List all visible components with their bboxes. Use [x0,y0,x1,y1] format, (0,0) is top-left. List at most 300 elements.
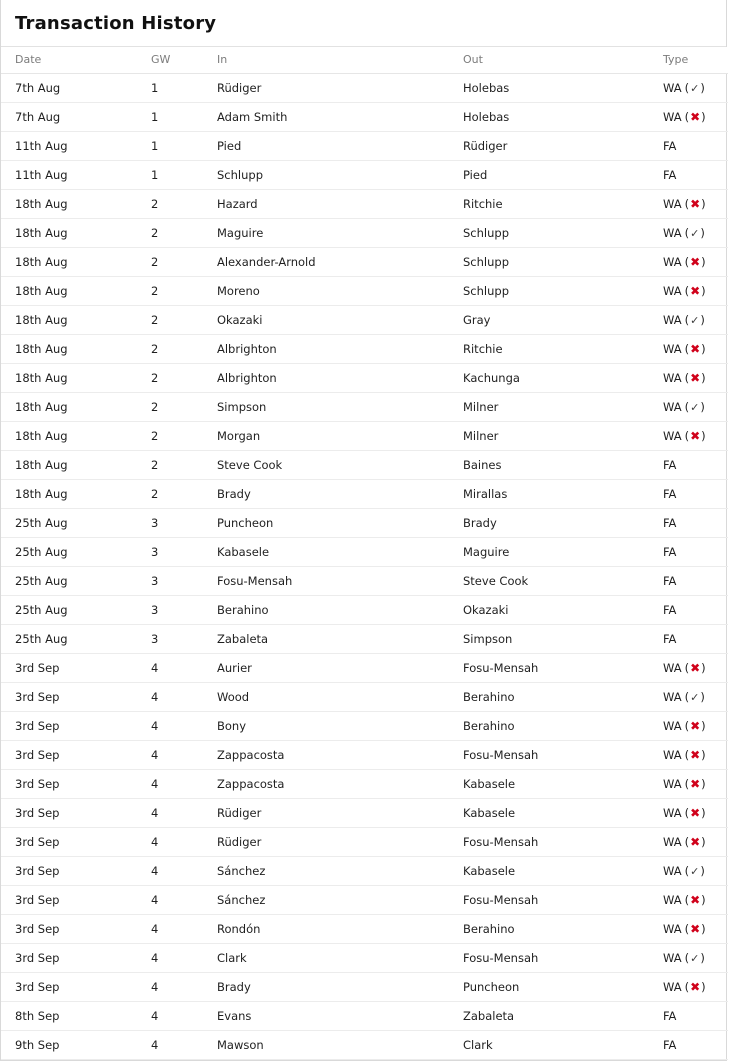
table-header [1,47,728,74]
type-badge [663,487,676,501]
close-paren: ) [700,690,705,704]
type-label: WA [663,893,682,907]
type-badge [663,574,676,588]
tick-glyph: ✓ [690,951,700,965]
table-row [1,103,728,132]
cross-glyph: ✖ [690,893,701,907]
cross-icon [685,922,706,936]
type-badge [663,458,676,472]
cell-type [661,248,728,277]
cell-out: Ritchie [461,335,661,364]
table-row [1,335,728,364]
cross-glyph: ✖ [690,922,701,936]
cell-out: Berahino [461,683,661,712]
type-label: FA [663,545,677,559]
cell-gw: 4 [149,683,215,712]
close-paren: ) [701,922,706,936]
cell-gw: 1 [149,103,215,132]
close-paren: ) [700,226,705,240]
cell-out: Fosu-Mensah [461,944,661,973]
cross-glyph: ✖ [690,835,701,849]
cell-type [661,451,728,480]
checkmark-icon [685,226,705,240]
close-paren: ) [700,81,705,95]
cell-in: Alexander-Arnold [215,248,461,277]
cell-gw: 4 [149,944,215,973]
cell-type [661,567,728,596]
cell-type [661,683,728,712]
cross-glyph: ✖ [690,661,701,675]
type-label: WA [663,777,682,791]
cell-gw: 2 [149,364,215,393]
cell-type [661,741,728,770]
type-label: WA [663,313,682,327]
open-paren: ( [684,748,690,762]
cell-in: Pied [215,132,461,161]
type-badge [663,922,706,936]
cell-type [661,219,728,248]
type-badge [663,139,676,153]
cell-type [661,335,728,364]
cell-date: 11th Aug [1,132,149,161]
cell-date: 7th Aug [1,74,149,103]
cell-in: Puncheon [215,509,461,538]
cell-out: Milner [461,422,661,451]
type-label: FA [663,516,677,530]
cross-glyph: ✖ [690,284,701,298]
cell-date: 8th Sep [1,1002,149,1031]
cell-type [661,857,728,886]
column-header-in[interactable]: In [215,47,461,74]
cell-type [661,480,728,509]
table-row [1,799,728,828]
cell-in: Adam Smith [215,103,461,132]
table-row [1,973,728,1002]
cell-date: 7th Aug [1,103,149,132]
cell-gw: 4 [149,973,215,1002]
close-paren: ) [701,371,706,385]
cell-in: Wood [215,683,461,712]
cell-gw: 4 [149,1031,215,1060]
type-badge [663,110,706,124]
table-row [1,74,728,103]
cell-in: Zappacosta [215,741,461,770]
cell-gw: 2 [149,393,215,422]
cell-in: Rondón [215,915,461,944]
table-row [1,857,728,886]
cell-out: Fosu-Mensah [461,886,661,915]
type-label: WA [663,429,682,443]
type-badge [663,661,706,675]
type-badge [663,719,706,733]
type-badge [663,400,705,414]
type-badge [663,1038,676,1052]
cell-out: Puncheon [461,973,661,1002]
type-label: WA [663,980,682,994]
table-row [1,161,728,190]
type-badge [663,603,676,617]
cell-type [661,1031,728,1060]
type-badge [663,284,706,298]
cell-out: Kachunga [461,364,661,393]
type-badge [663,255,706,269]
table-row [1,625,728,654]
cell-out: Schlupp [461,248,661,277]
open-paren: ( [684,400,690,414]
close-paren: ) [701,748,706,762]
cell-gw: 3 [149,567,215,596]
page-title-bar [1,0,726,47]
type-label: WA [663,226,682,240]
cell-type [661,103,728,132]
type-badge [663,226,705,240]
cell-date: 3rd Sep [1,828,149,857]
cross-glyph: ✖ [690,110,701,124]
cell-out: Kabasele [461,799,661,828]
cross-glyph: ✖ [690,197,701,211]
type-badge [663,951,705,965]
type-label: WA [663,864,682,878]
cell-type [661,799,728,828]
cell-date: 3rd Sep [1,683,149,712]
open-paren: ( [684,110,690,124]
cross-glyph: ✖ [690,748,701,762]
type-badge [663,632,676,646]
type-label: WA [663,400,682,414]
close-paren: ) [701,429,706,443]
tick-glyph: ✓ [690,864,700,878]
close-paren: ) [701,806,706,820]
close-paren: ) [700,951,705,965]
checkmark-icon [685,864,705,878]
table-row [1,538,728,567]
cross-icon [685,255,706,269]
table-row [1,654,728,683]
cell-type [661,161,728,190]
table-row [1,422,728,451]
cross-glyph: ✖ [690,255,701,269]
table-row [1,393,728,422]
cell-in: Fosu-Mensah [215,567,461,596]
cross-icon [685,342,706,356]
table-row [1,132,728,161]
cell-type [661,277,728,306]
cell-in: Schlupp [215,161,461,190]
cell-gw: 3 [149,538,215,567]
type-badge [663,806,706,820]
type-label: WA [663,342,682,356]
cell-date: 18th Aug [1,335,149,364]
cross-icon [685,719,706,733]
type-label: WA [663,748,682,762]
cell-date: 25th Aug [1,509,149,538]
cell-type [661,596,728,625]
cross-glyph: ✖ [690,806,701,820]
cell-out: Holebas [461,74,661,103]
type-label: WA [663,255,682,269]
open-paren: ( [684,226,690,240]
cell-gw: 2 [149,248,215,277]
tick-glyph: ✓ [690,400,700,414]
cell-gw: 2 [149,277,215,306]
cell-in: Rüdiger [215,799,461,828]
table-row [1,306,728,335]
cross-icon [685,197,706,211]
cell-in: Albrighton [215,335,461,364]
type-label: FA [663,458,677,472]
type-badge [663,168,676,182]
cell-in: Steve Cook [215,451,461,480]
type-badge [663,516,676,530]
cell-out: Steve Cook [461,567,661,596]
cell-out: Simpson [461,625,661,654]
close-paren: ) [700,313,705,327]
cell-gw: 2 [149,335,215,364]
type-label: WA [663,661,682,675]
cell-date: 18th Aug [1,393,149,422]
cell-out: Milner [461,393,661,422]
type-label: FA [663,139,677,153]
cell-type [661,364,728,393]
table-row [1,219,728,248]
cell-date: 25th Aug [1,567,149,596]
column-header-type[interactable]: Type [661,47,728,74]
cell-date: 18th Aug [1,480,149,509]
close-paren: ) [701,284,706,298]
cell-in: Aurier [215,654,461,683]
cell-in: Okazaki [215,306,461,335]
cross-icon [685,284,706,298]
type-label: FA [663,1009,677,1023]
open-paren: ( [684,777,690,791]
cell-out: Brady [461,509,661,538]
type-badge [663,748,706,762]
cell-type [661,190,728,219]
cell-in: Brady [215,973,461,1002]
open-paren: ( [684,690,690,704]
close-paren: ) [701,255,706,269]
cell-date: 3rd Sep [1,799,149,828]
cross-icon [685,661,706,675]
type-label: FA [663,487,677,501]
cell-type [661,944,728,973]
type-label: WA [663,690,682,704]
cell-gw: 4 [149,712,215,741]
cell-type [661,770,728,799]
cell-in: Sánchez [215,857,461,886]
cell-date: 18th Aug [1,277,149,306]
table-row [1,944,728,973]
cell-in: Moreno [215,277,461,306]
type-badge [663,1009,676,1023]
cell-type [661,132,728,161]
cell-out: Ritchie [461,190,661,219]
type-label: WA [663,110,682,124]
table-row [1,1002,728,1031]
cell-in: Bony [215,712,461,741]
type-badge [663,980,706,994]
cell-type [661,886,728,915]
cell-gw: 1 [149,161,215,190]
cell-type [661,306,728,335]
cell-type [661,915,728,944]
cross-glyph: ✖ [690,342,701,356]
cell-type [661,828,728,857]
type-badge [663,893,706,907]
cell-gw: 1 [149,74,215,103]
cell-in: Clark [215,944,461,973]
type-label: WA [663,371,682,385]
cross-glyph: ✖ [690,371,701,385]
open-paren: ( [684,806,690,820]
table-row [1,712,728,741]
cell-gw: 4 [149,828,215,857]
checkmark-icon [685,400,705,414]
cell-out: Holebas [461,103,661,132]
cross-glyph: ✖ [690,980,701,994]
cross-icon [685,371,706,385]
open-paren: ( [684,980,690,994]
cell-date: 3rd Sep [1,770,149,799]
table-header-row [1,47,728,74]
cell-date: 3rd Sep [1,654,149,683]
type-label: FA [663,168,677,182]
type-label: WA [663,951,682,965]
cross-icon [685,835,706,849]
checkmark-icon [685,951,705,965]
cell-type [661,1002,728,1031]
table-row [1,828,728,857]
cell-gw: 2 [149,451,215,480]
type-label: WA [663,81,682,95]
table-row [1,683,728,712]
cross-glyph: ✖ [690,719,701,733]
cell-date: 18th Aug [1,306,149,335]
cell-in: Brady [215,480,461,509]
cell-date: 3rd Sep [1,915,149,944]
open-paren: ( [684,429,690,443]
cell-gw: 1 [149,132,215,161]
type-badge [663,371,706,385]
column-header-date[interactable]: Date [1,47,149,74]
open-paren: ( [684,81,690,95]
cross-icon [685,980,706,994]
open-paren: ( [684,342,690,356]
table-row [1,248,728,277]
cell-in: Sánchez [215,886,461,915]
cell-gw: 4 [149,654,215,683]
cell-date: 18th Aug [1,451,149,480]
cell-type [661,393,728,422]
open-paren: ( [684,951,690,965]
open-paren: ( [684,864,690,878]
type-label: FA [663,632,677,646]
tick-glyph: ✓ [690,226,700,240]
cell-date: 18th Aug [1,422,149,451]
close-paren: ) [700,864,705,878]
cell-in: Zappacosta [215,770,461,799]
column-header-gw[interactable]: GW [149,47,215,74]
cell-gw: 4 [149,1002,215,1031]
cell-out: Gray [461,306,661,335]
cell-out: Zabaleta [461,1002,661,1031]
cross-icon [685,777,706,791]
open-paren: ( [684,835,690,849]
cell-date: 25th Aug [1,625,149,654]
cell-date: 9th Sep [1,1031,149,1060]
type-badge [663,777,706,791]
cross-icon [685,806,706,820]
cell-in: Zabaleta [215,625,461,654]
cell-date: 18th Aug [1,248,149,277]
open-paren: ( [684,719,690,733]
tick-glyph: ✓ [690,313,700,327]
type-label: WA [663,835,682,849]
cell-out: Baines [461,451,661,480]
cell-gw: 2 [149,190,215,219]
table-row [1,190,728,219]
cell-date: 3rd Sep [1,857,149,886]
close-paren: ) [701,893,706,907]
cell-gw: 3 [149,596,215,625]
cross-icon [685,893,706,907]
cell-date: 3rd Sep [1,712,149,741]
cell-in: Hazard [215,190,461,219]
type-badge [663,545,676,559]
open-paren: ( [684,284,690,298]
table-row [1,770,728,799]
open-paren: ( [684,893,690,907]
table-row [1,480,728,509]
cross-icon [685,110,706,124]
table-row [1,915,728,944]
open-paren: ( [684,371,690,385]
cell-date: 25th Aug [1,596,149,625]
table-row [1,451,728,480]
cell-gw: 2 [149,480,215,509]
transaction-history-table [1,47,728,1060]
cell-date: 25th Aug [1,538,149,567]
cell-gw: 3 [149,509,215,538]
cell-in: Rüdiger [215,828,461,857]
table-row [1,277,728,306]
cell-type [661,625,728,654]
close-paren: ) [701,661,706,675]
type-badge [663,429,706,443]
close-paren: ) [701,197,706,211]
close-paren: ) [701,777,706,791]
cell-date: 3rd Sep [1,944,149,973]
cell-in: Morgan [215,422,461,451]
checkmark-icon [685,690,705,704]
type-badge [663,342,706,356]
cell-in: Albrighton [215,364,461,393]
type-label: WA [663,806,682,820]
column-header-out[interactable]: Out [461,47,661,74]
type-label: FA [663,603,677,617]
cell-out: Berahino [461,712,661,741]
type-label: WA [663,284,682,298]
cell-date: 3rd Sep [1,741,149,770]
cell-type [661,74,728,103]
cell-out: Fosu-Mensah [461,654,661,683]
close-paren: ) [701,719,706,733]
open-paren: ( [684,197,690,211]
cell-type [661,973,728,1002]
open-paren: ( [684,255,690,269]
cell-gw: 4 [149,770,215,799]
cell-in: Kabasele [215,538,461,567]
